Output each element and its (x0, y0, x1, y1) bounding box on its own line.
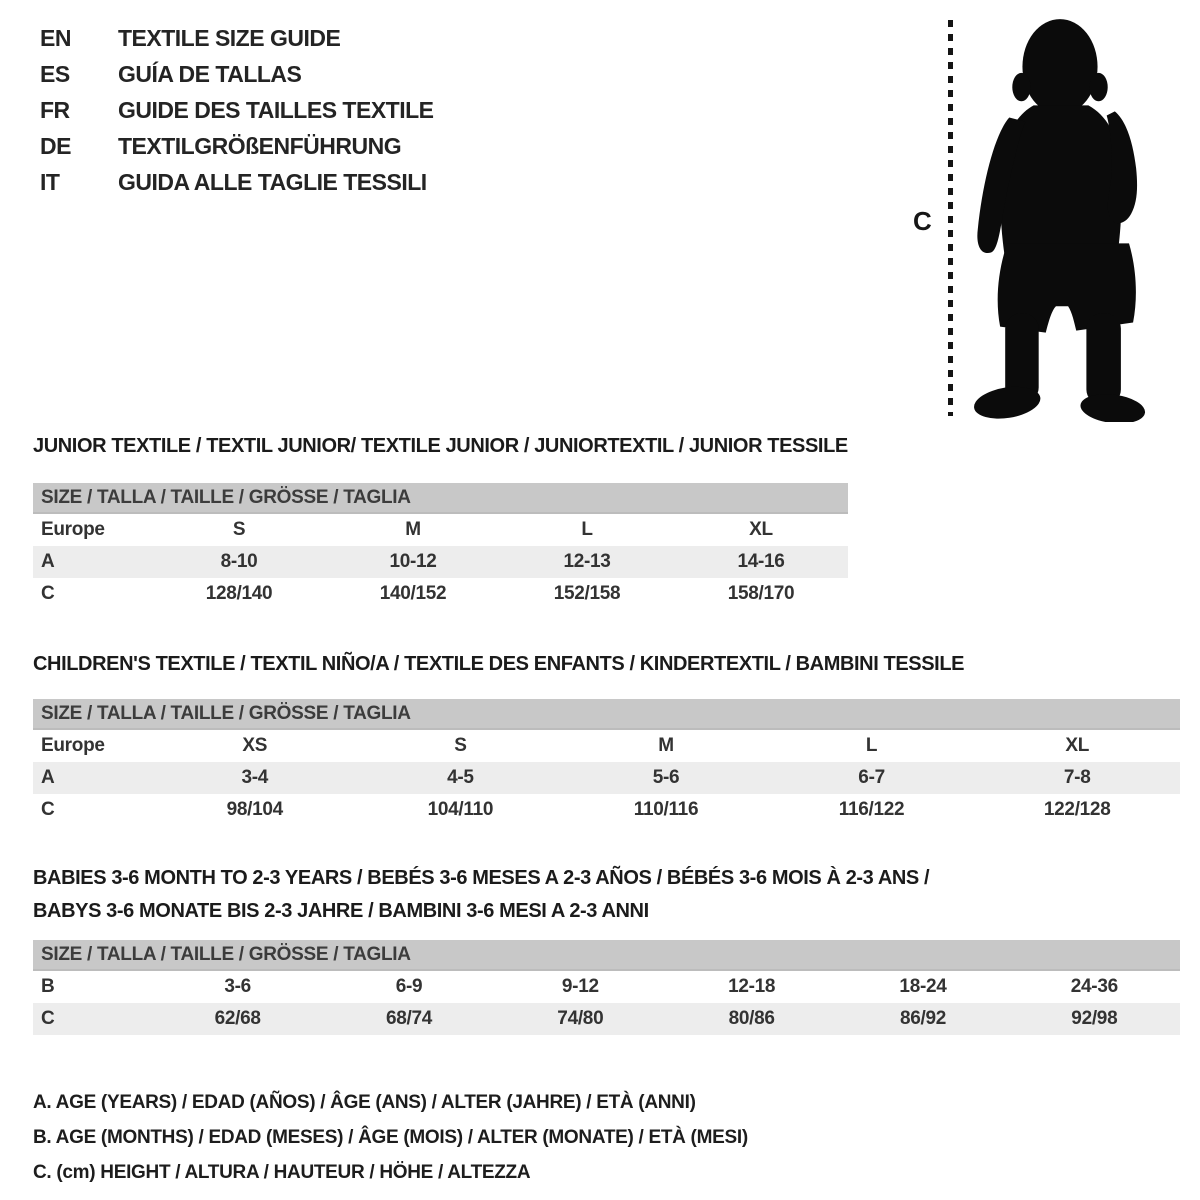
size-cell: XS (242, 735, 268, 756)
size-cell: 6-9 (395, 976, 423, 997)
size-cell: 24-36 (1070, 976, 1118, 997)
size-cell: S (232, 519, 246, 540)
size-header-band: SIZE / TALLA / TAILLE / GRÖSSE / TAGLIA (33, 483, 848, 514)
language-title: TEXTILE SIZE GUIDE (118, 24, 341, 51)
language-code: FR (40, 96, 70, 123)
language-code: DE (40, 132, 71, 159)
size-table-row (33, 794, 1180, 826)
size-table-section (33, 648, 1180, 826)
size-cell: 18-24 (899, 976, 947, 997)
legend-line: B. AGE (MONTHS) / EDAD (MESES) / ÂGE (MOIS) / ALTER (MONATE) / ETÀ (MESI) (33, 1127, 748, 1148)
language-title: GUÍA DE TALLAS (118, 60, 302, 87)
language-row (40, 92, 434, 128)
size-cell: 110/116 (633, 799, 699, 820)
row-label: C (41, 583, 55, 604)
row-label: B (41, 976, 55, 997)
size-cell: 140/152 (379, 583, 447, 604)
section-title-line: BABYS 3-6 MONATE BIS 2-3 JAHRE / BAMBINI 3-6 MESI A 2-3 ANNI (33, 900, 649, 922)
size-tables-content (33, 430, 1180, 1190)
size-cell: 3-4 (241, 767, 269, 788)
size-table (33, 730, 1180, 826)
row-label: C (41, 1008, 55, 1029)
size-cell: 122/128 (1043, 799, 1111, 820)
size-cell: 5-6 (652, 767, 680, 788)
row-label: A (41, 767, 55, 788)
legend (33, 1085, 1180, 1190)
size-table-section (33, 430, 848, 610)
size-cell: XL (749, 519, 773, 540)
size-cell: 152/158 (553, 583, 621, 604)
language-title: TEXTILGRÖßENFÜHRUNG (118, 132, 402, 159)
legend-line: A. AGE (YEARS) / EDAD (AÑOS) / ÂGE (ANS) / ALTER (JAHRE) / ETÀ (ANNI) (33, 1092, 696, 1113)
size-table-row (33, 971, 1180, 1003)
language-list (40, 20, 434, 200)
size-cell: L (581, 519, 593, 540)
size-cell: 116/122 (838, 799, 905, 820)
figure-height-label: C (913, 206, 932, 236)
size-cell: 8-10 (220, 551, 258, 572)
row-label: C (41, 799, 55, 820)
size-cell: M (405, 519, 421, 540)
size-table-row (33, 514, 848, 546)
size-table (33, 514, 848, 610)
language-row (40, 20, 434, 56)
size-cell: 4-5 (447, 767, 474, 788)
section-title-line: CHILDREN'S TEXTILE / TEXTIL NIÑO/A / TEXTILE DES ENFANTS / KINDERTEXTIL / BAMBINI TESSILE (33, 653, 965, 675)
size-cell: 86/92 (899, 1008, 946, 1029)
section-title (33, 862, 1180, 928)
size-cell: S (454, 735, 467, 756)
size-cell: 6-7 (858, 767, 885, 788)
section-title-line: JUNIOR TEXTILE / TEXTIL JUNIOR/ TEXTILE JUNIOR / JUNIORTEXTIL / JUNIOR TESSILE (33, 435, 848, 457)
section-title-line: BABIES 3-6 MONTH TO 2-3 YEARS / BEBÉS 3-6 MESES A 2-3 AÑOS / BÉBÉS 3-6 MOIS À 2-3 ANS / (33, 867, 930, 889)
language-code: ES (40, 60, 70, 87)
size-cell: M (658, 735, 674, 756)
height-figure (905, 8, 1160, 428)
size-cell: 3-6 (224, 976, 251, 997)
size-table-row (33, 1003, 1180, 1035)
section-title (33, 648, 1180, 681)
size-table (33, 971, 1180, 1035)
size-table-row (33, 730, 1180, 762)
height-measure-dashed-line (948, 20, 953, 416)
language-row (40, 164, 434, 200)
size-table-section (33, 862, 1180, 1035)
row-label: Europe (41, 735, 105, 756)
legend-line: C. (cm) HEIGHT / ALTURA / HAUTEUR / HÖHE / ALTEZZA (33, 1162, 531, 1183)
language-row (40, 128, 434, 164)
size-cell: 12-18 (728, 976, 776, 997)
row-label: A (41, 551, 55, 572)
size-cell: 74/80 (557, 1008, 604, 1029)
size-cell: 128/140 (205, 583, 273, 604)
size-cell: L (865, 735, 878, 756)
size-cell: 68/74 (385, 1008, 433, 1029)
size-cell: 158/170 (727, 583, 795, 604)
size-cell: 104/110 (427, 799, 494, 820)
section-title (33, 430, 848, 463)
size-cell: 7-8 (1063, 767, 1091, 788)
size-table-row (33, 762, 1180, 794)
size-cell: 98/104 (226, 799, 283, 820)
size-cell: 14-16 (737, 551, 785, 572)
size-table-row (33, 578, 848, 610)
language-row (40, 56, 434, 92)
size-cell: 10-12 (389, 551, 437, 572)
size-cell: XL (1065, 735, 1090, 756)
size-table-row (33, 546, 848, 578)
language-code: IT (40, 168, 60, 195)
language-title: GUIDA ALLE TAGLIE TESSILI (118, 168, 427, 195)
size-header-band: SIZE / TALLA / TAILLE / GRÖSSE / TAGLIA (33, 940, 1180, 971)
size-cell: 80/86 (728, 1008, 775, 1029)
size-cell: 92/98 (1071, 1008, 1118, 1029)
size-cell: 62/68 (214, 1008, 261, 1029)
size-cell: 9-12 (561, 976, 599, 997)
row-label: Europe (41, 519, 105, 540)
toddler-silhouette-icon (972, 14, 1148, 422)
language-code: EN (40, 24, 71, 51)
size-header-band: SIZE / TALLA / TAILLE / GRÖSSE / TAGLIA (33, 699, 1180, 730)
language-title: GUIDE DES TAILLES TEXTILE (118, 96, 434, 123)
size-cell: 12-13 (563, 551, 611, 572)
